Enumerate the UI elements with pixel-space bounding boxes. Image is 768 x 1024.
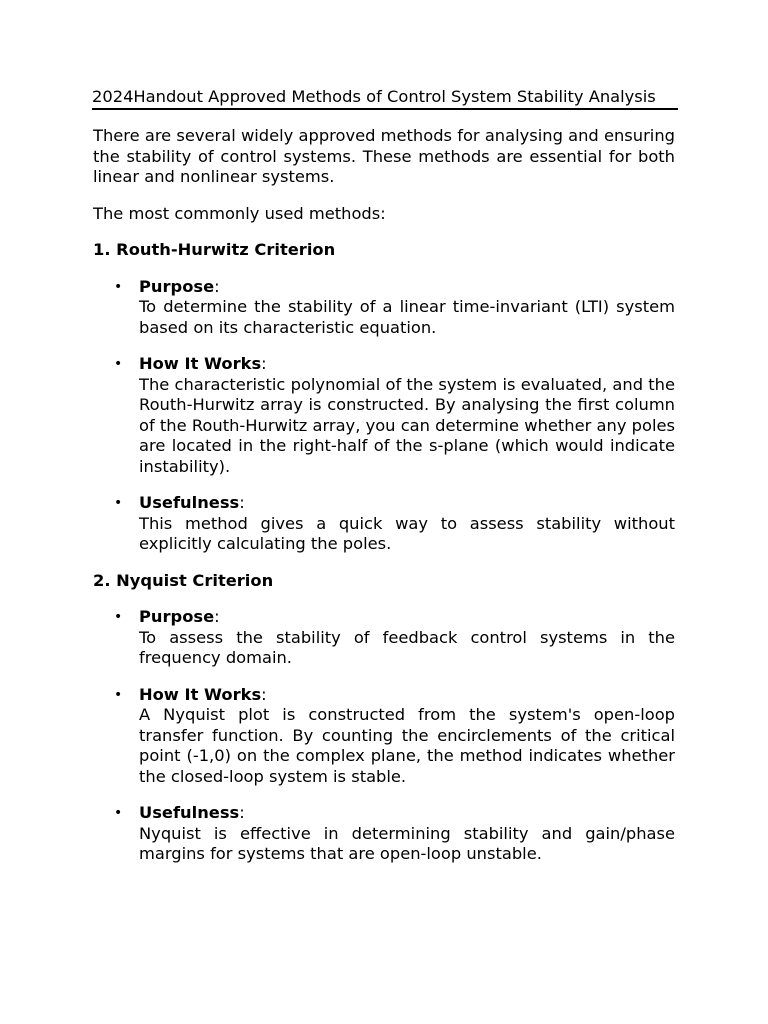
item-body: To assess the stability of feedback control systems in the frequency domain. <box>139 627 675 667</box>
item-heading <box>139 685 675 706</box>
item-heading <box>139 493 675 514</box>
list-item-purpose <box>93 607 675 669</box>
item-heading <box>139 607 675 628</box>
item-label: How It Works <box>139 684 262 704</box>
item-label-colon: : <box>239 803 245 822</box>
item-label-colon: : <box>261 354 267 373</box>
list-item-usefulness <box>93 803 675 865</box>
document-header <box>92 87 678 110</box>
list-item-purpose <box>93 277 675 339</box>
item-label: How It Works <box>139 354 262 373</box>
list-item-how-it-works <box>93 685 675 788</box>
item-label: Purpose <box>139 607 215 626</box>
intro-paragraph: There are several widely approved methods for analysing and ensuring the stability of control systems. These methods are essential for both linear and nonlinear systems. <box>93 126 675 186</box>
bullet-icon: • <box>114 278 123 295</box>
item-body: Nyquist is effective in determining stability and gain/phase margins for systems that are open-loop unstable. <box>139 823 675 863</box>
section-routh-hurwitz <box>93 240 675 555</box>
item-body: This method gives a quick way to assess stability without explicitly calculating the poles. <box>139 513 675 553</box>
item-heading <box>139 277 675 298</box>
item-label-colon: : <box>261 684 267 704</box>
item-body: The characteristic polynomial of the system is evaluated, and the Routh-Hurwitz array is constructed. By analysing the first column of the Routh-Hurwitz array, you can determine whether any poles are located in the right-half of the s-plane (which would indicate instability). <box>139 374 675 476</box>
bullet-icon: • <box>114 356 123 372</box>
header-title: 2024Handout Approved Methods of Control System Stability Analysis <box>92 87 656 106</box>
item-body: To determine the stability of a linear time-invariant (LTI) system based on its characteristic equation. <box>139 297 675 337</box>
section-title: 2. Nyquist Criterion <box>93 570 274 590</box>
item-label-colon: : <box>214 276 220 296</box>
bullet-icon: • <box>114 805 123 821</box>
item-body: A Nyquist plot is constructed from the system's open-loop transfer function. By counting the encirclements of the critical point (-1,0) on the complex plane, the method indicates whether the closed-loop system is stable. <box>139 705 675 786</box>
methods-lead: The most commonly used methods: <box>93 203 386 223</box>
document-body <box>93 126 675 881</box>
item-label: Usefulness <box>139 493 240 512</box>
item-heading <box>139 354 675 375</box>
bullet-icon: • <box>114 686 123 703</box>
item-label-colon: : <box>239 493 245 512</box>
bullet-icon: • <box>114 495 123 511</box>
item-label-colon: : <box>214 607 220 626</box>
item-label: Usefulness <box>139 803 240 822</box>
list-item-usefulness <box>93 493 675 555</box>
bullet-icon: • <box>114 609 123 625</box>
section-title: 1. Routh-Hurwitz Criterion <box>93 240 336 259</box>
item-label: Purpose <box>139 276 215 296</box>
section-nyquist <box>93 571 675 865</box>
list-item-how-it-works <box>93 354 675 477</box>
item-heading <box>139 803 675 824</box>
